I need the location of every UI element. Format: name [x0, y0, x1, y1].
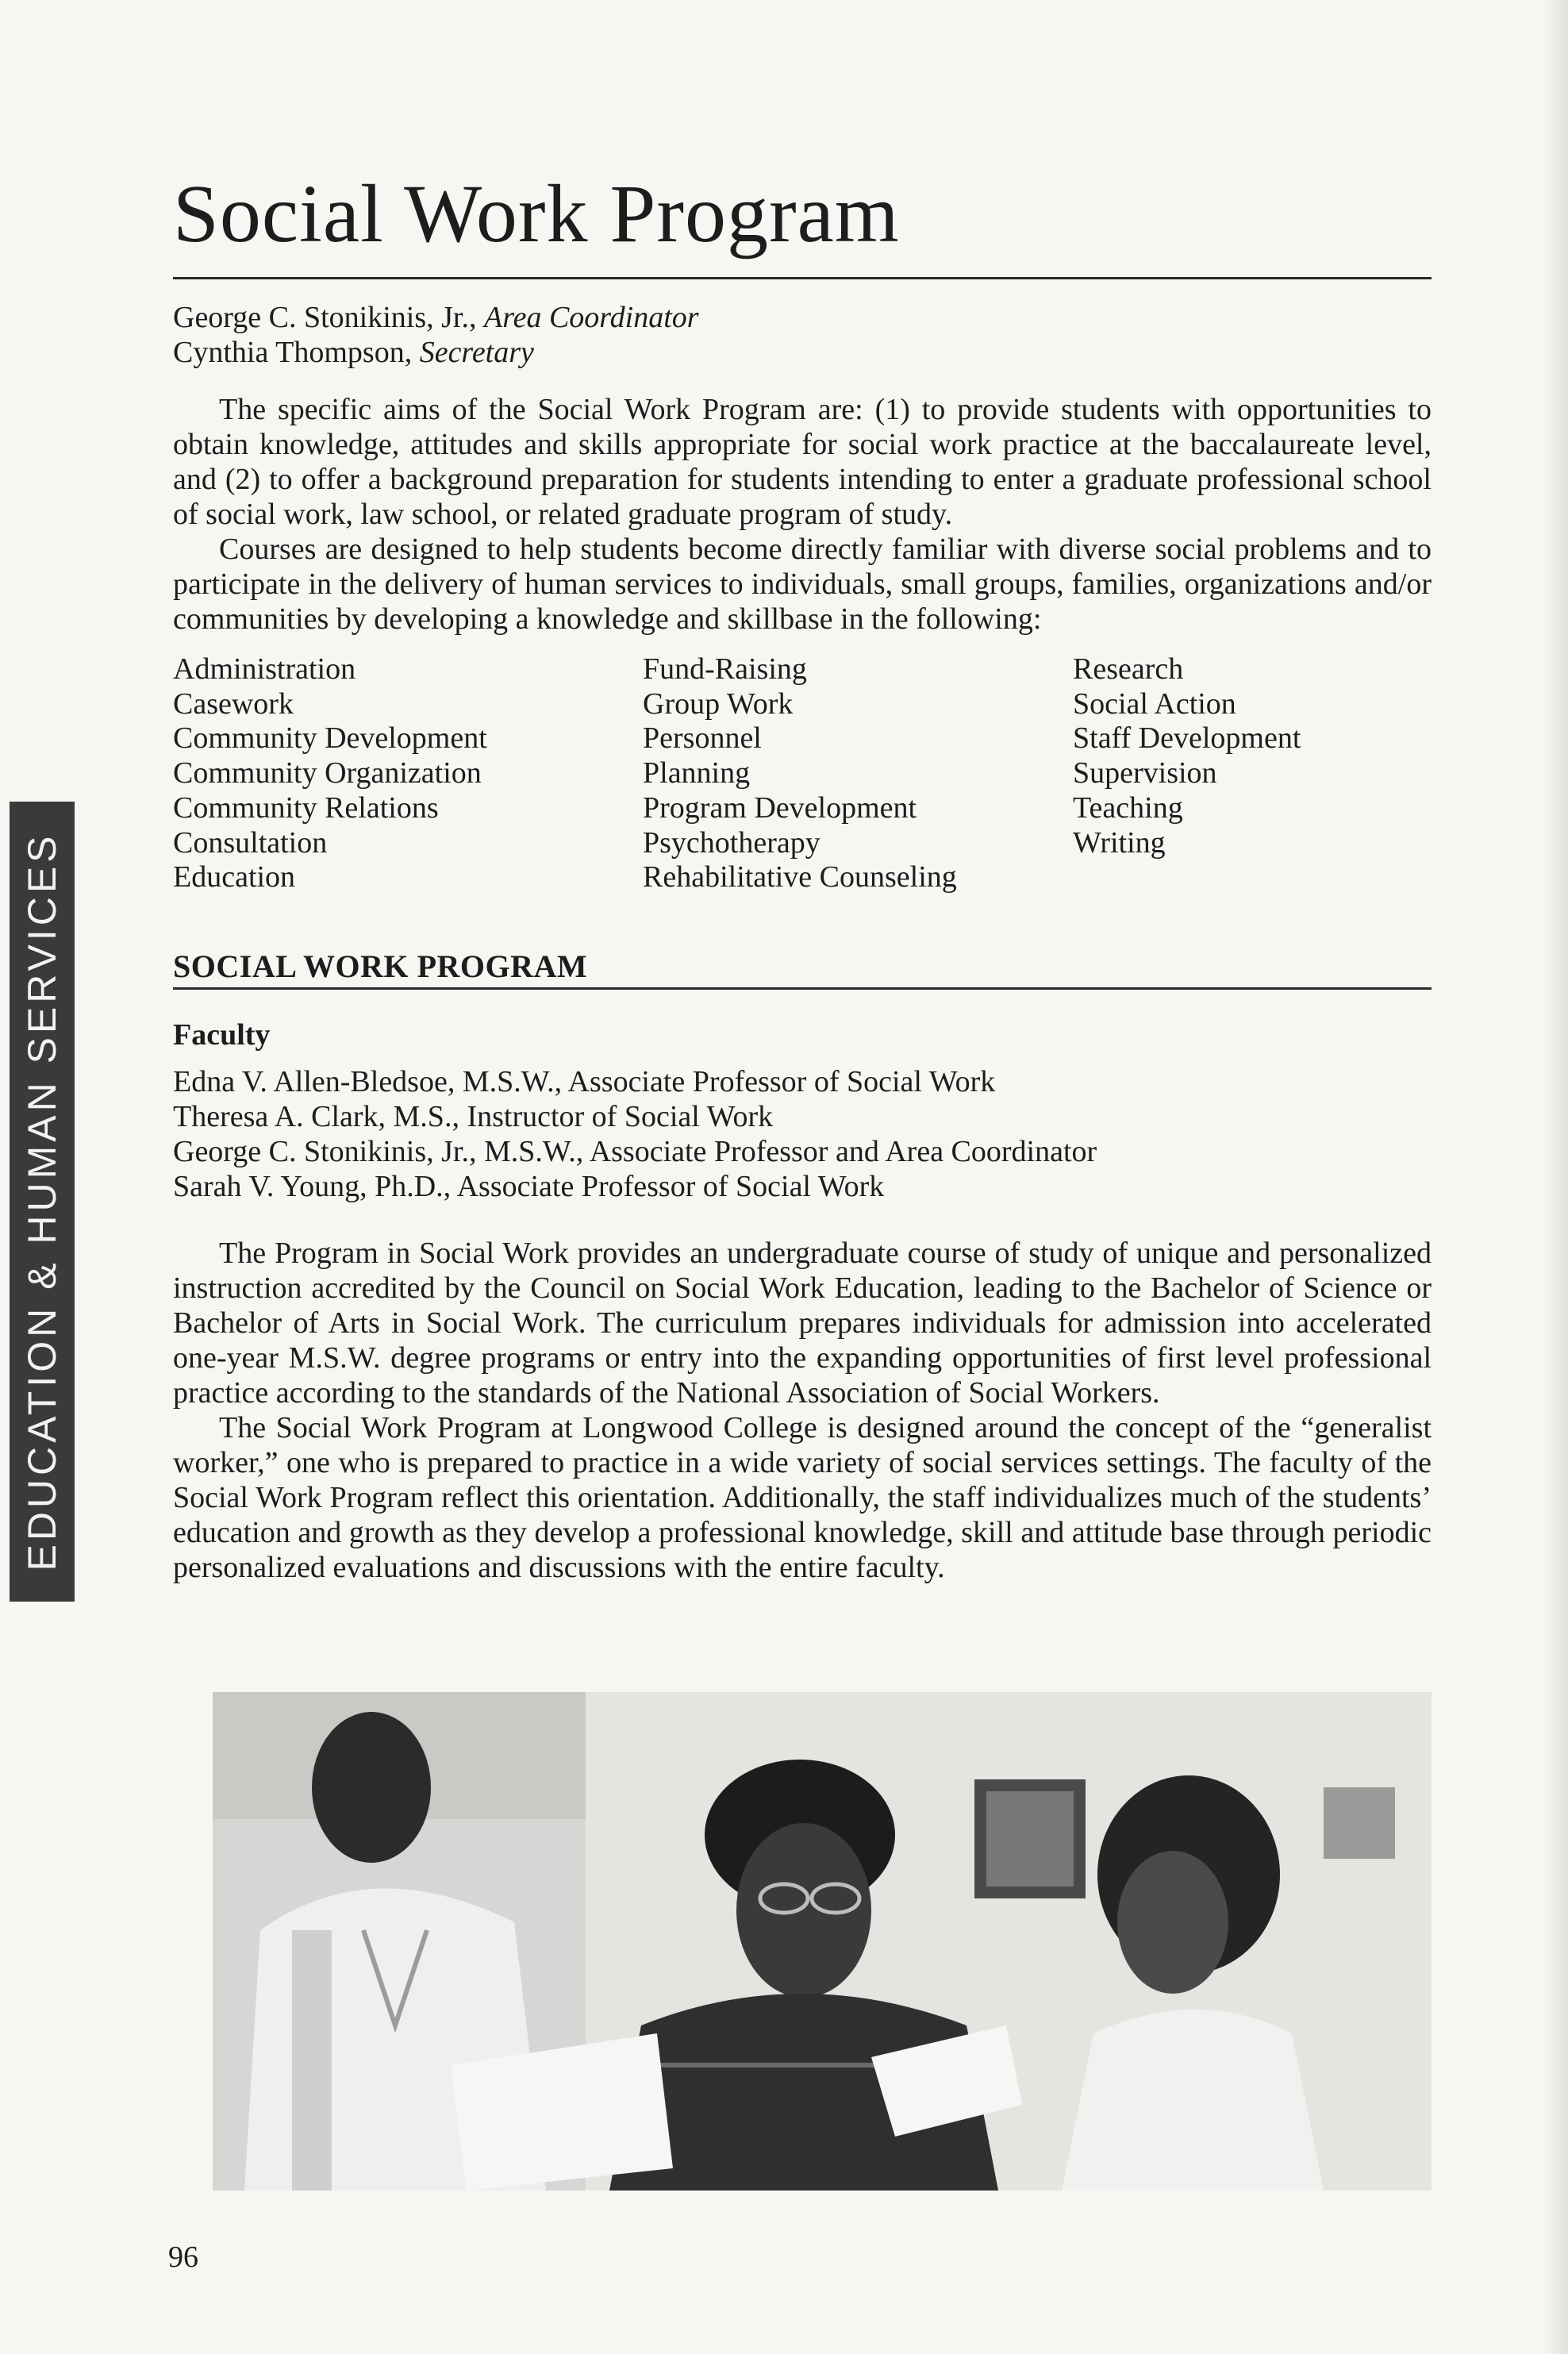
staff-name: George C. Stonikinis, Jr.,: [173, 301, 484, 334]
staff-secretary: [173, 335, 699, 370]
practice-area: Research: [1073, 652, 1184, 686]
practice-area: Psychotherapy: [643, 825, 821, 860]
page-number: 96: [168, 2241, 198, 2274]
practice-area: Teaching: [1073, 790, 1183, 825]
program-text: [173, 1236, 1432, 1585]
practice-area: Community Organization: [173, 756, 482, 790]
practice-area: Community Development: [173, 721, 487, 756]
practice-area: Community Relations: [173, 790, 439, 825]
page-edge-shadow: [1544, 0, 1568, 2354]
faculty-member: Theresa A. Clark, M.S., Instructor of Social Work: [173, 1100, 774, 1133]
staff-coordinator: [173, 300, 699, 335]
practice-area: Group Work: [643, 687, 794, 721]
faculty-member: Edna V. Allen-Bledsoe, M.S.W., Associate Professor of Social Work: [173, 1065, 996, 1098]
title-rule: [173, 277, 1432, 279]
practice-area: Administration: [173, 652, 356, 686]
program-paragraph: The Social Work Program at Longwood College is designed around the concept of the “generalist worker,” one who is prepared to practice in a wide variety of social services settings. The faculty of the Social Work Program reflect this orientation. Additionally, the staff individualizes much of the students’ education and growth as they develop a professional knowledge, skill and attitude base through periodic personalized evaluations and discussions with the entire faculty.: [173, 1411, 1432, 1584]
practice-area: Education: [173, 860, 296, 894]
faculty-member: Sarah V. Young, Ph.D., Associate Professor of Social Work: [173, 1170, 885, 1203]
page-title: Social Work Program: [173, 168, 900, 260]
section-heading: SOCIAL WORK PROGRAM: [173, 948, 588, 984]
faculty-heading: Faculty: [173, 1018, 271, 1052]
intro-text: [173, 392, 1432, 637]
section-rule: [173, 987, 1432, 990]
practice-area: Fund-Raising: [643, 652, 807, 686]
staff-list: [173, 300, 699, 370]
photo-illustration: [213, 1692, 1432, 2191]
practice-area: Consultation: [173, 825, 328, 860]
staff-role: Area Coordinator: [484, 301, 699, 334]
faculty-member: George C. Stonikinis, Jr., M.S.W., Associate Professor and Area Coordinator: [173, 1135, 1097, 1168]
practice-area: Rehabilitative Counseling: [643, 860, 957, 894]
practice-areas-column-3: [1073, 652, 1301, 860]
practice-area: Writing: [1073, 825, 1166, 860]
side-tab-label: EDUCATION & HUMAN SERVICES: [20, 832, 64, 1571]
practice-area: Supervision: [1073, 756, 1217, 790]
intro-paragraph: Courses are designed to help students become directly familiar with diverse social problems and to participate in the delivery of human services to individuals, small groups, families, organizations and/or communities by developing a knowledge and skillbase in the following:: [173, 533, 1432, 636]
practice-area: Casework: [173, 687, 294, 721]
practice-area: Program Development: [643, 790, 917, 825]
classroom-photo: [213, 1692, 1432, 2191]
staff-role: Secretary: [419, 336, 534, 369]
staff-name: Cynthia Thompson,: [173, 336, 420, 369]
practice-area: Social Action: [1073, 687, 1236, 721]
practice-area: Personnel: [643, 721, 762, 756]
practice-area: Staff Development: [1073, 721, 1301, 756]
intro-paragraph: The specific aims of the Social Work Program are: (1) to provide students with opportunities to obtain knowledge, attitudes and skills appropriate for social work practice at the baccalaureate level, and (2) to offer a background preparation for students intending to enter a graduate professional school of social work, law school, or related graduate program of study.: [173, 393, 1432, 531]
practice-area: Planning: [643, 756, 751, 790]
practice-areas-column-1: [173, 652, 487, 895]
practice-areas-column-2: [643, 652, 957, 895]
faculty-list: [173, 1064, 1097, 1204]
program-paragraph: The Program in Social Work provides an undergraduate course of study of unique and personalized instruction accredited by the Council on Social Work Education, leading to the Bachelor of Science or Bachelor of Arts in Social Work. The curriculum prepares individuals for admission into accelerated one-year M.S.W. degree programs or entry into the expanding opportunities of first level professional practice according to the standards of the National Association of Social Workers.: [173, 1237, 1432, 1410]
